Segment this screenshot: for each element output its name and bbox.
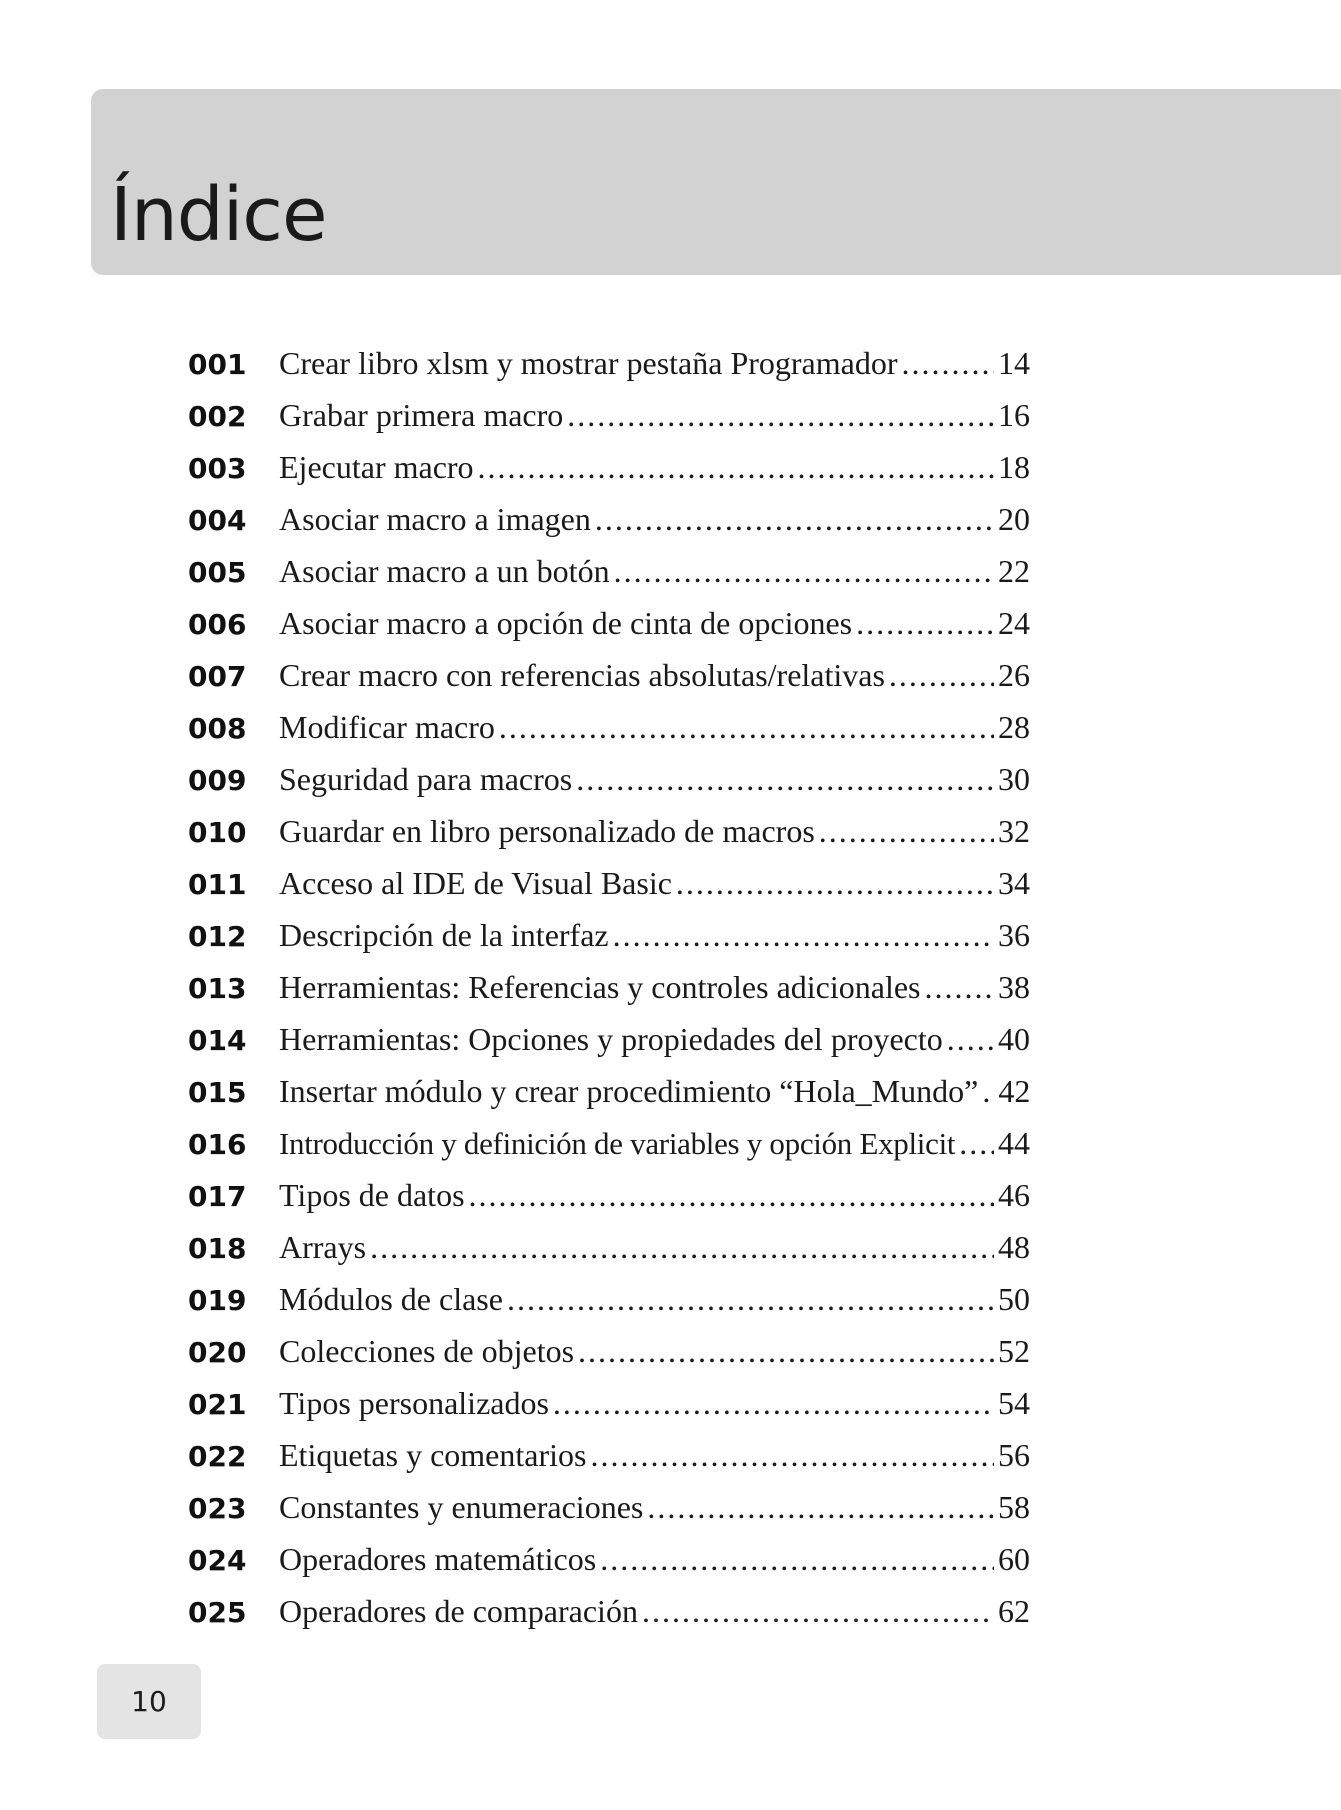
toc-entry-number: 009 xyxy=(188,764,247,797)
toc-entry-title: Grabar primera macro xyxy=(279,397,564,433)
page-number-box xyxy=(97,1664,201,1739)
toc-entry[interactable] xyxy=(188,1585,1030,1637)
toc-dot-leader xyxy=(982,1065,994,1117)
toc-entry-title: Etiquetas y comentarios xyxy=(279,1437,587,1473)
toc-entry-page: 36 xyxy=(998,917,1030,953)
toc-dot-leader xyxy=(567,389,994,441)
toc-entry-number: 005 xyxy=(188,556,247,589)
toc-entry-number: 004 xyxy=(188,504,247,537)
toc-entry-title: Tipos personalizados xyxy=(279,1385,549,1421)
toc-entry[interactable] xyxy=(188,597,1030,649)
toc-entry-title: Crear macro con referencias absolutas/relativas xyxy=(279,657,885,693)
toc-entry-number: 021 xyxy=(188,1388,247,1421)
toc-dot-leader xyxy=(507,1273,994,1325)
toc-entry[interactable] xyxy=(188,961,1030,1013)
toc-entry[interactable] xyxy=(188,1481,1030,1533)
toc-entry[interactable] xyxy=(188,909,1030,961)
toc-entry-number: 014 xyxy=(188,1024,247,1057)
toc-entry-title: Insertar módulo y crear procedimiento “Hola_Mundo” xyxy=(279,1073,979,1109)
toc-dot-leader xyxy=(925,961,995,1013)
toc-entry-page: 48 xyxy=(998,1229,1030,1265)
toc-entry-page: 56 xyxy=(998,1437,1030,1473)
toc-entry-title: Herramientas: Opciones y propiedades del proyecto xyxy=(279,1021,943,1057)
toc-entry-title: Descripción de la interfaz xyxy=(279,917,609,953)
toc-entry[interactable] xyxy=(188,649,1030,701)
toc-dot-leader xyxy=(647,1481,994,1533)
toc-entry[interactable] xyxy=(188,1273,1030,1325)
toc-entry[interactable] xyxy=(188,545,1030,597)
toc-dot-leader xyxy=(370,1221,994,1273)
toc-entry-number: 018 xyxy=(188,1232,247,1265)
toc-entry-number: 011 xyxy=(188,868,247,901)
toc-dot-leader xyxy=(902,337,995,389)
toc-entry-page: 18 xyxy=(998,449,1030,485)
toc-entry-number: 015 xyxy=(188,1076,247,1109)
toc-dot-leader xyxy=(889,649,994,701)
toc-entry-page: 50 xyxy=(998,1281,1030,1317)
toc-entry-page: 20 xyxy=(998,501,1030,537)
toc-entry-page: 44 xyxy=(998,1125,1030,1161)
toc-entry[interactable] xyxy=(188,1013,1030,1065)
toc-entry[interactable] xyxy=(188,1117,1030,1169)
toc-entry-title: Operadores de comparación xyxy=(279,1593,638,1629)
toc-entry[interactable] xyxy=(188,753,1030,805)
toc-dot-leader xyxy=(576,753,994,805)
toc-entry[interactable] xyxy=(188,1325,1030,1377)
toc-entry[interactable] xyxy=(188,805,1030,857)
toc-dot-leader xyxy=(595,493,994,545)
toc-entry-number: 020 xyxy=(188,1336,247,1369)
toc-entry[interactable] xyxy=(188,493,1030,545)
toc-entry-page: 58 xyxy=(998,1489,1030,1525)
toc-entry-number: 001 xyxy=(188,348,247,381)
table-of-contents xyxy=(188,337,1030,1637)
toc-entry-number: 002 xyxy=(188,400,247,433)
toc-entry[interactable] xyxy=(188,1169,1030,1221)
toc-entry-page: 52 xyxy=(998,1333,1030,1369)
toc-entry-number: 022 xyxy=(188,1440,247,1473)
toc-entry[interactable] xyxy=(188,1377,1030,1429)
toc-dot-leader xyxy=(469,1169,994,1221)
toc-entry-title: Asociar macro a un botón xyxy=(279,553,610,589)
toc-entry[interactable] xyxy=(188,857,1030,909)
toc-entry[interactable] xyxy=(188,1221,1030,1273)
toc-entry-number: 006 xyxy=(188,608,247,641)
toc-entry[interactable] xyxy=(188,389,1030,441)
toc-entry-title: Arrays xyxy=(279,1229,367,1265)
toc-entry-number: 012 xyxy=(188,920,247,953)
toc-dot-leader xyxy=(959,1117,994,1169)
toc-dot-leader xyxy=(642,1585,994,1637)
toc-entry-page: 32 xyxy=(998,813,1030,849)
toc-entry-page: 40 xyxy=(998,1021,1030,1057)
toc-entry-page: 30 xyxy=(998,761,1030,797)
toc-entry-page: 22 xyxy=(998,553,1030,589)
toc-entry-title: Constantes y enumeraciones xyxy=(279,1489,644,1525)
toc-dot-leader xyxy=(499,701,994,753)
toc-entry-page: 34 xyxy=(998,865,1030,901)
toc-entry-number: 007 xyxy=(188,660,247,693)
toc-entry-title: Tipos de datos xyxy=(279,1177,465,1213)
toc-entry-title: Modificar macro xyxy=(279,709,495,745)
toc-entry-title: Módulos de clase xyxy=(279,1281,503,1317)
toc-entry-page: 14 xyxy=(998,345,1030,381)
toc-entry-title: Guardar en libro personalizado de macros xyxy=(279,813,815,849)
toc-entry-number: 019 xyxy=(188,1284,247,1317)
toc-entry-number: 008 xyxy=(188,712,247,745)
toc-dot-leader xyxy=(613,909,994,961)
toc-dot-leader xyxy=(947,1013,994,1065)
toc-entry-number: 017 xyxy=(188,1180,247,1213)
toc-entry[interactable] xyxy=(188,337,1030,389)
toc-entry-number: 023 xyxy=(188,1492,247,1525)
toc-dot-leader xyxy=(578,1325,994,1377)
toc-entry-title: Introducción y definición de variables y opción Explicit xyxy=(279,1126,956,1161)
toc-entry-title: Acceso al IDE de Visual Basic xyxy=(279,865,672,901)
toc-entry-page: 54 xyxy=(998,1385,1030,1421)
toc-entry-number: 013 xyxy=(188,972,247,1005)
toc-entry-number: 024 xyxy=(188,1544,247,1577)
toc-dot-leader xyxy=(478,441,994,493)
toc-entry[interactable] xyxy=(188,1065,1030,1117)
toc-entry-page: 24 xyxy=(998,605,1030,641)
toc-entry[interactable] xyxy=(188,441,1030,493)
toc-entry-page: 26 xyxy=(998,657,1030,693)
toc-entry-page: 62 xyxy=(998,1593,1030,1629)
toc-entry[interactable] xyxy=(188,701,1030,753)
toc-entry-title: Operadores matemáticos xyxy=(279,1541,597,1577)
toc-dot-leader xyxy=(856,597,994,649)
toc-dot-leader xyxy=(819,805,994,857)
toc-entry-title: Asociar macro a imagen xyxy=(279,501,591,537)
toc-entry-title: Colecciones de objetos xyxy=(279,1333,575,1369)
toc-dot-leader xyxy=(676,857,994,909)
toc-entry-title: Ejecutar macro xyxy=(279,449,474,485)
toc-entry-title: Crear libro xlsm y mostrar pestaña Programador xyxy=(279,345,898,381)
toc-entry-number: 016 xyxy=(188,1128,247,1161)
toc-entry-page: 60 xyxy=(998,1541,1030,1577)
toc-dot-leader xyxy=(590,1429,994,1481)
toc-entry-page: 16 xyxy=(998,397,1030,433)
page-number: 10 xyxy=(131,1685,167,1718)
toc-entry-page: 38 xyxy=(998,969,1030,1005)
toc-entry[interactable] xyxy=(188,1533,1030,1585)
toc-entry-page: 46 xyxy=(998,1177,1030,1213)
toc-entry-page: 28 xyxy=(998,709,1030,745)
toc-entry[interactable] xyxy=(188,1429,1030,1481)
toc-dot-leader xyxy=(553,1377,994,1429)
toc-dot-leader xyxy=(600,1533,994,1585)
toc-dot-leader xyxy=(614,545,994,597)
toc-entry-number: 010 xyxy=(188,816,247,849)
toc-entry-number: 025 xyxy=(188,1596,247,1629)
toc-entry-number: 003 xyxy=(188,452,247,485)
toc-entry-page: 42 xyxy=(998,1073,1031,1109)
toc-entry-title: Asociar macro a opción de cinta de opciones xyxy=(279,605,853,641)
toc-entry-title: Herramientas: Referencias y controles adicionales xyxy=(279,969,921,1005)
page-title: Índice xyxy=(110,172,327,258)
toc-entry-title: Seguridad para macros xyxy=(279,761,573,797)
